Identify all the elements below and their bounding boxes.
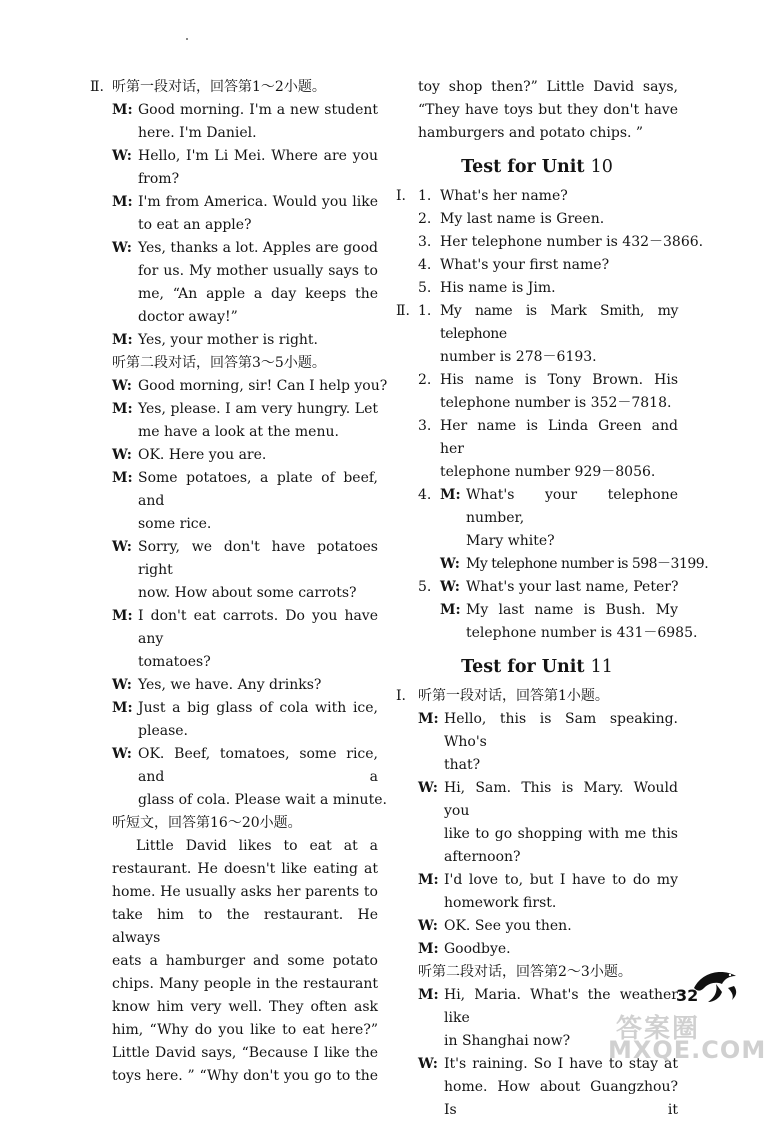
dialogue-text: Hi, Sam. This is Mary. Would you [444, 780, 678, 819]
dialogue-text: Sorry, we don't have potatoes right [138, 539, 378, 578]
dialogue-text: I'd love to, but I have to do my [444, 872, 678, 888]
section-number: Ⅱ. [90, 79, 104, 95]
dialogue-line [112, 674, 378, 697]
question-number: 1. [418, 188, 432, 204]
dialogue-text: now. How about some carrots? [138, 585, 357, 601]
unit-11-section-1 [396, 685, 678, 708]
dialogue-line [112, 237, 378, 329]
question-item [418, 576, 698, 645]
unit-title-label: Test for Unit [461, 157, 585, 177]
speaker: M: [112, 700, 133, 716]
dialogue-text: please. [138, 723, 188, 739]
speaker: M: [418, 941, 439, 957]
dialogue-text: tomatoes? [138, 654, 211, 670]
dialogue-text: Just a big glass of cola with ice, [138, 700, 378, 716]
dialogue-line [418, 777, 678, 869]
speaker: M: [112, 102, 133, 118]
dialogue-text: What's your last name, Peter? [466, 579, 679, 595]
dialogue-1 [90, 99, 378, 352]
dialogue-line [112, 444, 378, 467]
scan-dot [186, 38, 188, 40]
passage-line: him, “Why do you like to eat here?” [112, 1022, 378, 1038]
question-number: 5. [418, 579, 432, 595]
dialogue-text: in Shanghai now? [444, 1033, 571, 1049]
dialogue-2-instruction: 听第二段对话，回答第3～5小题。 [112, 355, 326, 371]
unit-10-section-1 [396, 185, 704, 300]
dialogue-text: from? [138, 171, 180, 187]
dialogue-text: I'm from America. Would you like [138, 194, 378, 210]
passage-continued [396, 76, 678, 145]
dialogue-text: me, “An apple a day keeps the [138, 286, 378, 302]
dialogue-line [418, 938, 678, 961]
watermark-text: 答案圈 [616, 1014, 701, 1044]
dialogue-2 [90, 375, 388, 812]
question-number: 3. [418, 234, 432, 250]
page-number: 32 [676, 986, 699, 1005]
speaker: W: [112, 148, 132, 164]
dialogue-line [112, 605, 378, 674]
dialogue-text: some rice. [138, 516, 212, 532]
passage-line: restaurant. He doesn't like eating at [112, 861, 378, 877]
dialogue-text: to eat an apple? [138, 217, 252, 233]
question-number: 1. [418, 303, 432, 319]
dialogue-text: that? [444, 757, 481, 773]
dialogue-text: me have a look at the menu. [138, 424, 339, 440]
dialogue-text: afternoon? [444, 849, 521, 865]
question-text: telephone number is 352－7818. [440, 395, 672, 411]
question-item [418, 484, 709, 576]
speaker: M: [112, 332, 133, 348]
question-item [418, 300, 678, 369]
question-item [418, 369, 678, 415]
question-text: Her telephone number is 432－3866. [440, 234, 704, 250]
dialogue-text: My telephone number is 598－3199. [466, 556, 709, 572]
dialogue-line [112, 398, 378, 444]
watermark [596, 1012, 766, 1068]
dialogue-text: Yes, thanks a lot. Apples are good [138, 240, 378, 256]
dialogue-text: like to go shopping with me this [444, 826, 678, 842]
dialogue-text: here. I'm Daniel. [138, 125, 257, 141]
dialogue-text: homework first. [444, 895, 557, 911]
dialogue-line [440, 576, 678, 599]
speaker: W: [112, 746, 132, 762]
dialogue-text: What's your telephone number, [466, 487, 678, 526]
dialogue-text: doctor away!” [138, 309, 238, 325]
section-number: Ⅰ. [396, 688, 406, 704]
question-text: My last name is Green. [440, 211, 605, 227]
speaker: M: [418, 987, 439, 1003]
unit-10-title [396, 155, 678, 179]
unit-title-number: 11 [590, 657, 613, 677]
speaker: W: [440, 579, 460, 595]
dialogue-text: I don't eat carrots. Do you have any [138, 608, 378, 647]
question-number: 4. [418, 257, 432, 273]
dialogue-text: Some potatoes, a plate of beef, and [138, 470, 378, 509]
dialogue-text: Hello, this is Sam speaking. Who's [444, 711, 678, 750]
question-text: number is 278－6193. [440, 349, 597, 365]
question-text: telephone number 929－8056. [440, 464, 656, 480]
passage-line: eats a hamburger and some potato [112, 953, 378, 969]
question-number: 2. [418, 211, 432, 227]
speaker: W: [112, 447, 132, 463]
dialogue-text: Mary white? [466, 533, 555, 549]
dialogue-text: Hi, Maria. What's the weather like [444, 987, 678, 1026]
question-item [418, 415, 678, 484]
speaker: W: [440, 556, 460, 572]
question-item [418, 277, 678, 300]
dialogue-line [112, 145, 378, 191]
passage-line: chips. Many people in the restaurant [112, 976, 378, 992]
section-number: Ⅱ. [396, 303, 410, 319]
section-number: Ⅰ. [396, 188, 406, 204]
dialogue-line [112, 743, 387, 812]
passage-line: “They have toys but they don't have [418, 102, 678, 118]
dialogue-line [440, 484, 678, 553]
question-item [418, 254, 678, 277]
dialogue-text: glass of cola. Please wait a minute. [138, 792, 387, 808]
dialogue-2-instruction: 听第二段对话，回答第2～3小题。 [418, 964, 632, 980]
passage-instruction: 听短文，回答第16～20小题。 [112, 815, 302, 831]
question-number: 5. [418, 280, 432, 296]
dialogue-text: OK. Here you are. [138, 447, 267, 463]
dialogue-text: It's raining. So I have to stay at [444, 1056, 678, 1072]
dialogue-text: Hello, I'm Li Mei. Where are you [138, 148, 378, 164]
question-text: My name is Mark Smith, my telephone [440, 303, 678, 342]
speaker: W: [418, 780, 438, 796]
question-text: Her name is Linda Green and her [440, 418, 678, 457]
question-item [418, 185, 678, 208]
passage-line: toy shop then?” Little David says, [418, 79, 678, 95]
dialogue-line [112, 191, 378, 237]
dialogue-line [112, 329, 378, 352]
question-text: What's your first name? [440, 257, 610, 273]
speaker: W: [112, 240, 132, 256]
unit-11-title [396, 655, 678, 679]
dialogue-line [112, 536, 378, 605]
passage-line: Little David likes to eat at a [136, 838, 378, 854]
speaker: W: [112, 677, 132, 693]
question-number: 3. [418, 418, 432, 434]
dialogue-text: Yes, your mother is right. [138, 332, 319, 348]
speaker: M: [112, 608, 133, 624]
watermark-url: MXQE.COM [608, 1036, 766, 1064]
dialogue-text: Good morning, sir! Can I help you? [138, 378, 388, 394]
speaker: M: [418, 711, 439, 727]
dialogue-text: telephone number is 431－6985. [466, 625, 698, 641]
speaker: M: [440, 602, 461, 618]
dialogue-text: Good morning. I'm a new student [138, 102, 378, 118]
passage-line: know him very well. They often ask [112, 999, 378, 1015]
section-2-heading [90, 76, 378, 99]
dialogue-text: Yes, we have. Any drinks? [138, 677, 322, 693]
speaker: W: [418, 918, 438, 934]
section-instruction: 听第一段对话，回答第1～2小题。 [112, 79, 326, 95]
dialogue-line [440, 599, 698, 645]
speaker: M: [112, 194, 133, 210]
question-number: 2. [418, 372, 432, 388]
dialogue-line [112, 99, 378, 145]
dialogue-text: My last name is Bush. My [466, 602, 678, 618]
unit-title-number: 10 [590, 157, 613, 177]
speaker: M: [112, 470, 133, 486]
unit-10-section-2 [396, 300, 709, 645]
question-text: What's her name? [440, 188, 568, 204]
dialogue-line [418, 708, 678, 777]
dialogue-text: OK. See you then. [444, 918, 572, 934]
dialogue-text: for us. My mother usually says to [138, 263, 378, 279]
dialogue-line [418, 869, 678, 915]
unit-title-label: Test for Unit [461, 657, 585, 677]
dialogue-text: OK. Beef, tomatoes, some rice, and a [138, 746, 378, 785]
speaker: M: [418, 872, 439, 888]
speaker: W: [112, 539, 132, 555]
speaker: M: [440, 487, 461, 503]
question-text: His name is Jim. [440, 280, 556, 296]
question-item [418, 208, 678, 231]
passage-line: hamburgers and potato chips. ” [418, 125, 644, 141]
dialogue-text: home. How about Guangzhou? Is it [444, 1079, 678, 1118]
dialogue-text: Yes, please. I am very hungry. Let [138, 401, 378, 417]
speaker: W: [112, 378, 132, 394]
dialogue-line [418, 915, 678, 938]
passage-line: Little David says, “Because I like the [112, 1045, 378, 1061]
section-instruction: 听第一段对话，回答第1小题。 [418, 688, 609, 704]
passage-line: toys here. ” “Why don't you go to the [112, 1068, 378, 1084]
dialogue-line [112, 467, 378, 536]
question-item [418, 231, 704, 254]
dialogue-text: Goodbye. [444, 941, 511, 957]
speaker: M: [112, 401, 133, 417]
question-number: 4. [418, 487, 432, 503]
dialogue-line [112, 375, 388, 398]
unit-11-dialogue-1 [396, 708, 678, 961]
dialogue-line [440, 553, 709, 576]
passage [90, 835, 378, 1088]
passage-line: take him to the restaurant. He always [112, 907, 378, 946]
question-text: His name is Tony Brown. His [440, 372, 678, 388]
speaker: W: [418, 1056, 438, 1072]
dialogue-line [112, 697, 378, 743]
passage-line: home. He usually asks her parents to [112, 884, 378, 900]
left-column [90, 76, 388, 1088]
